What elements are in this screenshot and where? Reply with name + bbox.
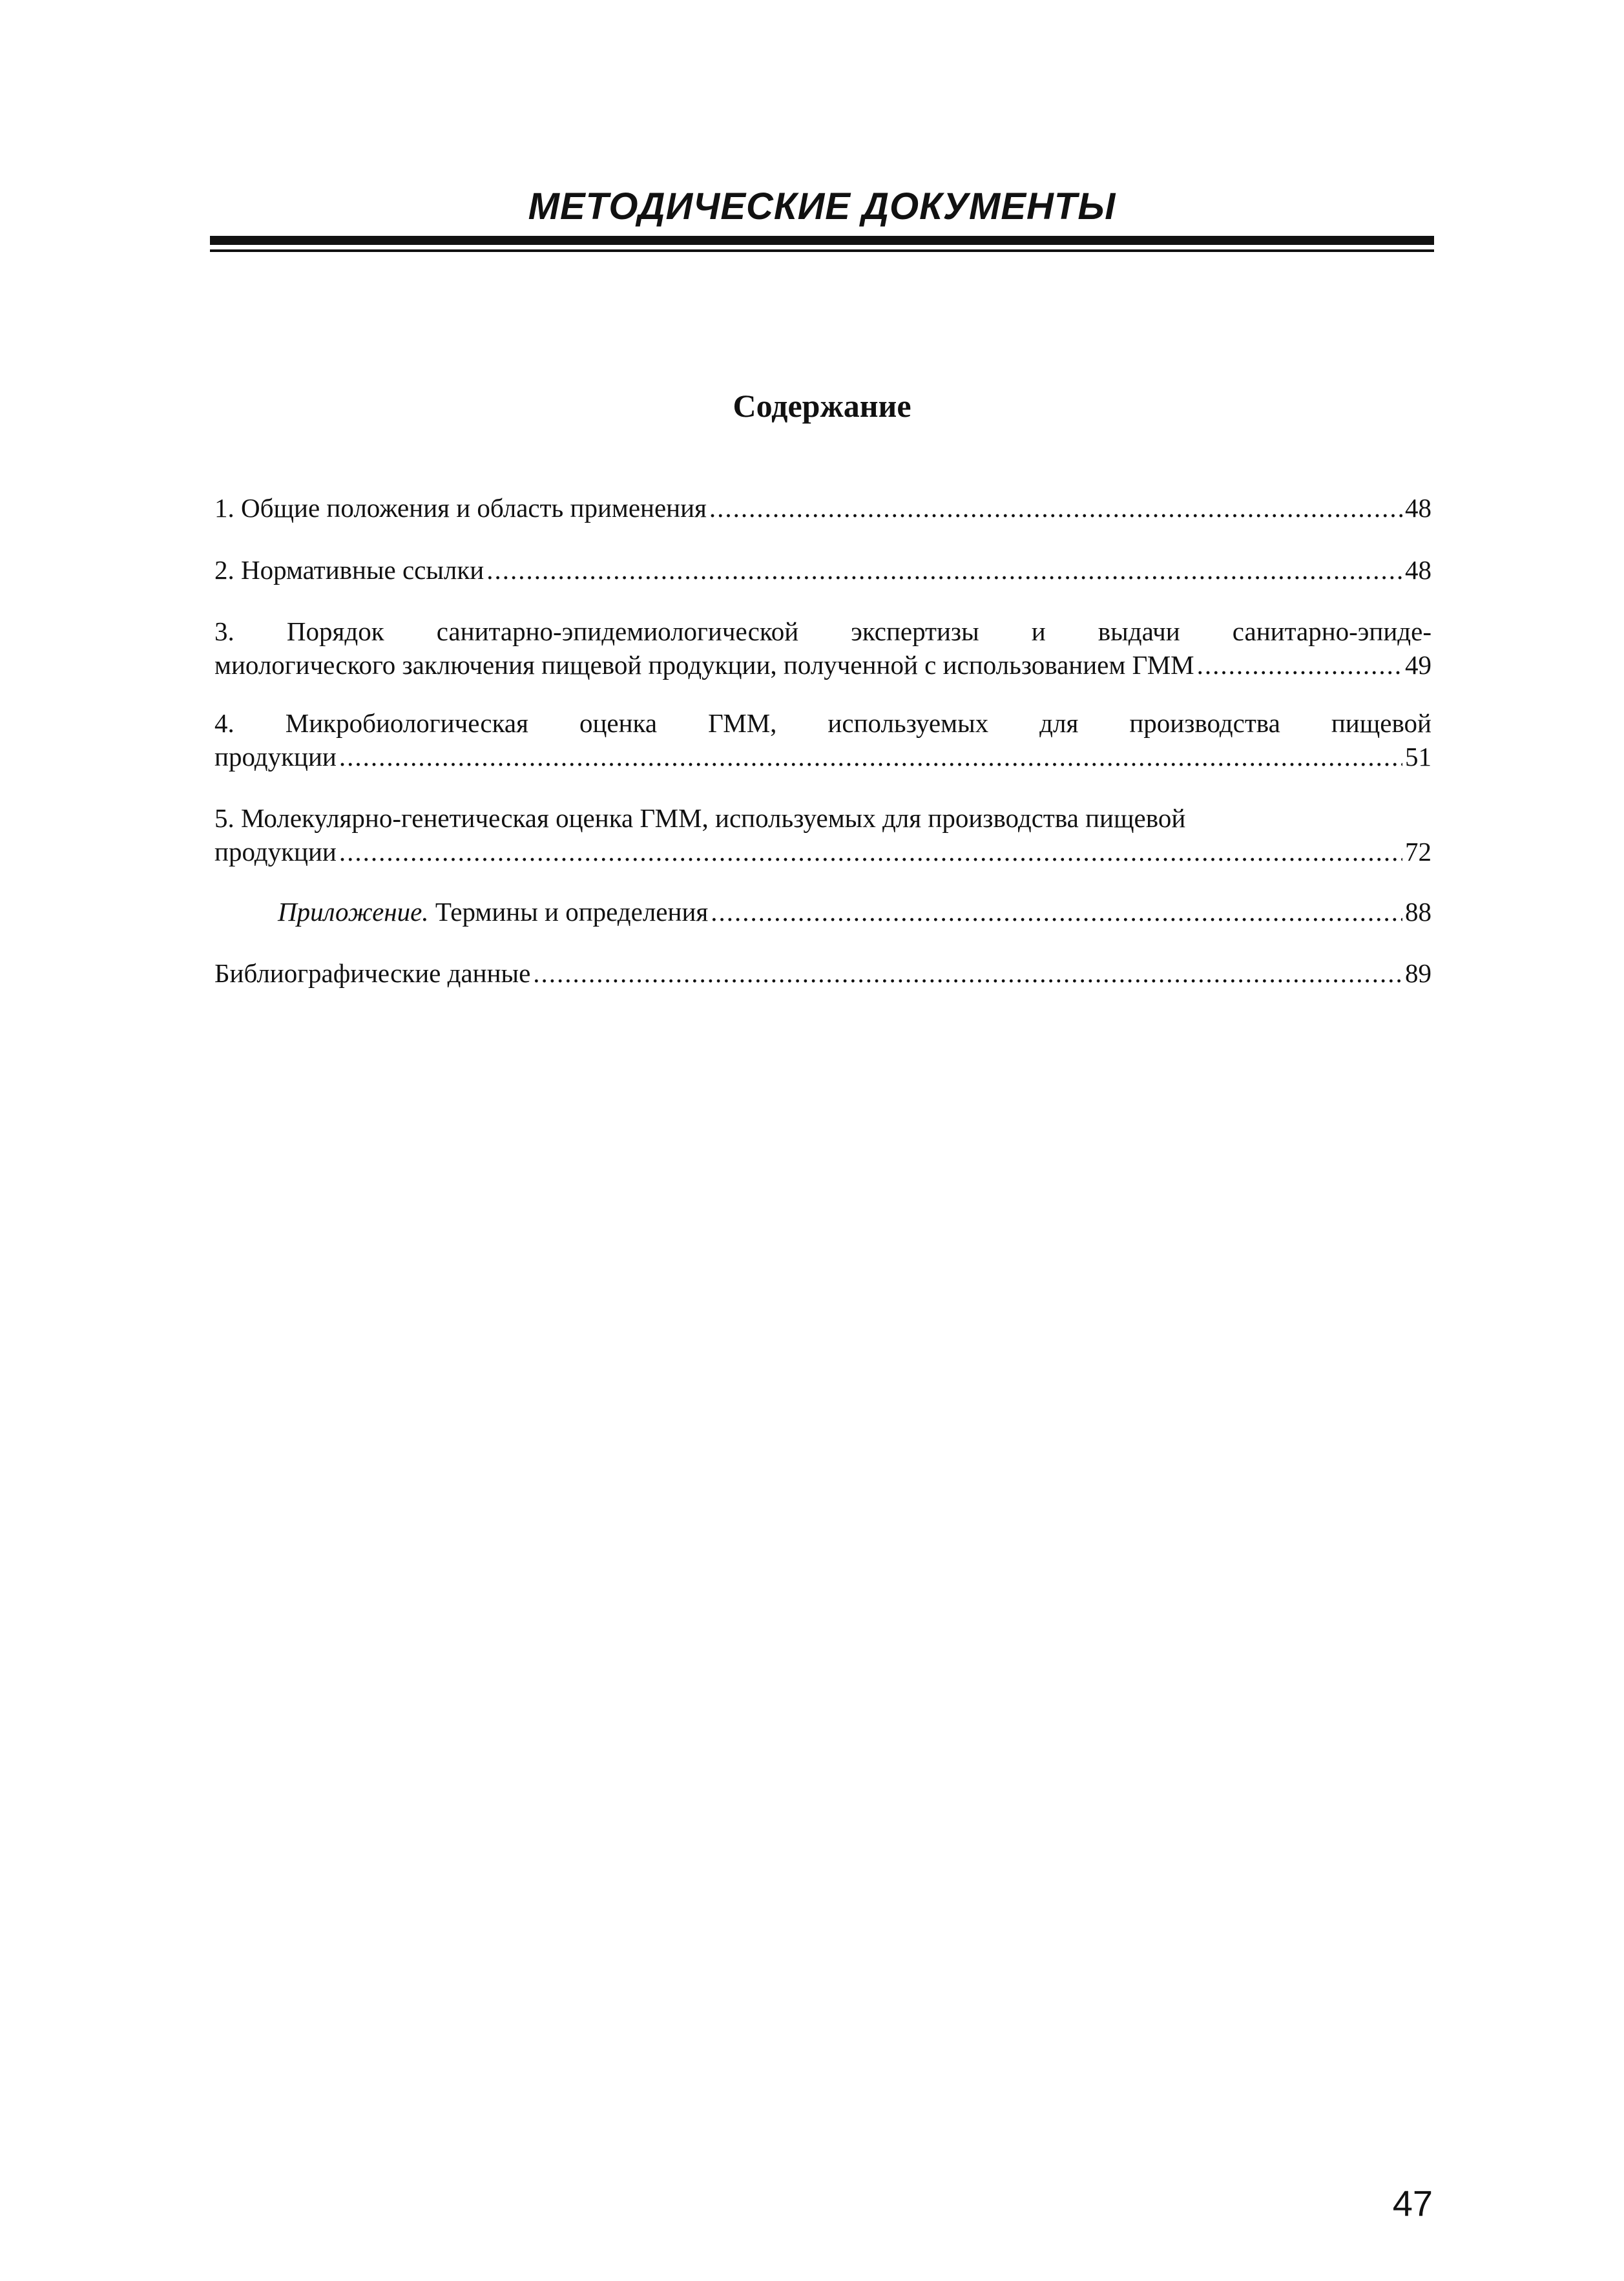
toc-entry-text: продукции	[214, 837, 337, 867]
toc-entry-3[interactable]	[214, 615, 1431, 682]
header-rule-thick	[210, 236, 1434, 245]
page-number: 47	[1392, 2183, 1433, 2223]
toc-leader-dots	[339, 740, 1402, 773]
toc-entry-prefix: Приложение.	[278, 897, 429, 927]
toc-entry-text: Библиографические данные	[214, 958, 531, 988]
toc-entry-page: 88	[1405, 897, 1431, 927]
toc-entry-page: 89	[1405, 958, 1431, 988]
toc-leader-dots	[339, 835, 1402, 868]
toc-leader-dots	[709, 491, 1402, 525]
running-header-title: МЕТОДИЧЕСКИЕ ДОКУМЕНТЫ	[528, 185, 1116, 227]
toc-leader-dots	[533, 956, 1402, 990]
toc-entry-first-line: 3. Порядок санитарно-эпидемиологической экспертизы и выдачи санитарно-эпиде-	[214, 616, 1431, 646]
toc-title: Содержание	[733, 388, 911, 424]
toc-entry-text: миологического заключения пищевой продукции, полученной с использованием ГММ	[214, 650, 1194, 680]
header-rule-thin	[210, 249, 1434, 252]
toc-entry-page: 72	[1405, 837, 1431, 867]
toc-entry-first-line: 4. Микробиологическая оценка ГММ, используемых для производства пищевой	[214, 708, 1431, 738]
toc-entry-page: 48	[1405, 493, 1431, 523]
toc-entry-2[interactable]	[214, 553, 1431, 587]
toc-entry-text: 2. Нормативные ссылки	[214, 555, 484, 585]
toc-leader-dots	[486, 553, 1402, 587]
toc-entry-first-line: 5. Молекулярно-генетическая оценка ГММ, используемых для производства пищевой	[214, 803, 1186, 833]
toc-entry-text: продукции	[214, 742, 337, 772]
toc-entry-page: 51	[1405, 742, 1431, 772]
toc-entry-page: 49	[1405, 650, 1431, 680]
toc-entry-text: 1. Общие положения и область применения	[214, 493, 707, 523]
toc-entry-5[interactable]	[214, 801, 1431, 868]
toc-leader-dots	[1197, 648, 1402, 682]
toc-entry-4[interactable]	[214, 706, 1431, 773]
toc-entry-bibliography[interactable]	[214, 956, 1431, 990]
toc-entry-appendix[interactable]	[278, 895, 1431, 929]
toc-leader-dots	[711, 895, 1402, 929]
toc-entry-page: 48	[1405, 555, 1431, 585]
toc-entry-1[interactable]	[214, 491, 1431, 525]
toc-entry-text: Термины и определения	[435, 897, 709, 927]
